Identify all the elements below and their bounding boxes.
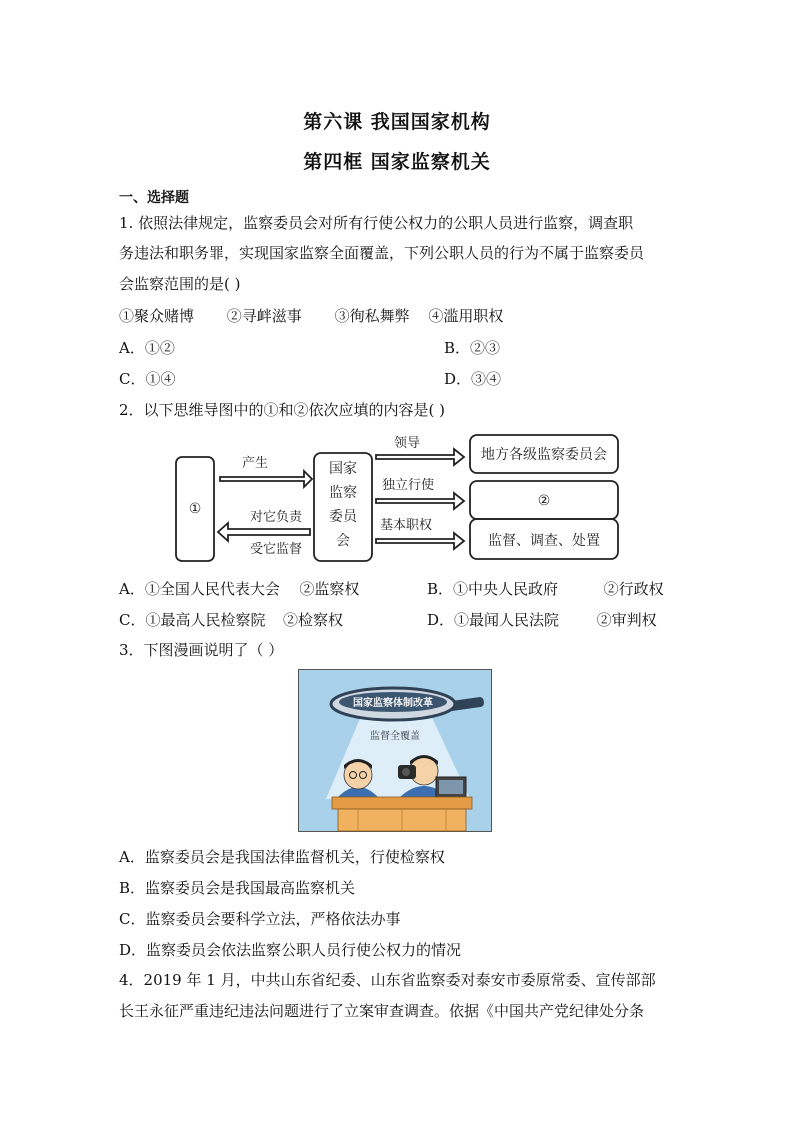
arrow-duty <box>376 517 464 549</box>
arrow-lead <box>376 435 464 465</box>
q2-option-c-part1: C．①最高人民检察院 <box>119 611 266 629</box>
center-label-3: 委员 <box>329 509 357 525</box>
q1-item-1: ①聚众赌博 <box>119 307 195 325</box>
q1-option-b[interactable]: B．②③ <box>444 339 501 357</box>
arrow-responsible-label: 对它负责 <box>250 510 303 525</box>
q2-option-b-part1: B．①中央人民政府 <box>427 580 559 598</box>
frame-title: 第四框 国家监察机关 <box>303 151 491 173</box>
section-heading: 一、选择题 <box>119 190 189 206</box>
desk <box>332 797 472 831</box>
lesson-title: 第六课 我国国家机构 <box>303 111 491 133</box>
mind-map-left-label: ① <box>188 501 202 517</box>
box-blank-label: ② <box>537 493 551 509</box>
center-label-2: 监察 <box>329 485 357 501</box>
arrow-lead-label: 领导 <box>394 436 421 451</box>
q4-stem-line-2: 长王永征严重违纪违法问题进行了立案审查调查。依据《中国共产党纪律处分条 <box>119 1002 645 1020</box>
q3-option-b[interactable]: B．监察委员会是我国最高监察机关 <box>119 879 356 897</box>
q1-option-c[interactable]: C．①④ <box>119 370 176 388</box>
arrow-produce <box>220 455 312 487</box>
q2-option-d-part1: D．①最闻人民法院 <box>427 611 560 629</box>
arrow-duty-label: 基本职权 <box>380 518 433 533</box>
center-label-4: 会 <box>336 533 350 549</box>
q2-option-b[interactable] <box>427 578 664 599</box>
arrow-produce-label: 产生 <box>242 456 269 471</box>
mind-map-left-box <box>176 457 214 561</box>
q1-item-2: ②寻衅滋事 <box>226 307 302 325</box>
mind-map-diagram <box>172 425 622 567</box>
q1-stem-line-1: 1. 依照法律规定，监察委员会对所有行使公权力的公职人员进行监察，调查职 <box>119 214 634 232</box>
q1-option-d[interactable]: D．③④ <box>444 370 502 388</box>
q1-items <box>119 305 503 326</box>
q2-option-a[interactable] <box>119 578 359 599</box>
q2-option-c[interactable] <box>119 609 343 630</box>
q2-option-b-part2: ②行政权 <box>603 580 664 598</box>
box-duties <box>470 519 618 559</box>
arrow-independent-label: 独立行使 <box>382 478 435 493</box>
box-blank-2 <box>470 481 618 519</box>
box-local-label: 地方各级监察委员会 <box>481 447 607 463</box>
q1-stem-line-2: 务违法和职务罪，实现国家监察全面覆盖，下列公职人员的行为不属于监察委员 <box>119 244 645 262</box>
q2-option-a-part2: ②监察权 <box>299 580 360 598</box>
cartoon-image <box>298 669 492 832</box>
q3-option-a[interactable]: A．监察委员会是我国法律监督机关，行使检察权 <box>119 848 445 866</box>
q2-stem: 2．以下思维导图中的①和②依次应填的内容是( ) <box>119 401 446 419</box>
q2-option-a-part1: A．①全国人民代表大会 <box>119 580 280 598</box>
q2-option-c-part2: ②检察权 <box>283 611 344 629</box>
arrow-supervised-label: 受它监督 <box>250 542 303 557</box>
box-local-committees <box>470 435 618 473</box>
q2-option-d[interactable] <box>427 609 657 630</box>
q1-option-a[interactable]: A．①② <box>119 339 175 357</box>
q1-item-3: ③徇私舞弊 <box>334 307 410 325</box>
q3-stem: 3．下图漫画说明了（ ） <box>119 641 284 659</box>
magnifier-text: 国家监察体制改革 <box>353 698 433 709</box>
q4-stem-line-1: 4．2019 年 1 月，中共山东省纪委、山东省监察委对泰安市委原常委、宣传部部 <box>119 971 656 989</box>
arrow-responsible <box>218 509 310 557</box>
arrow-independent <box>376 477 464 509</box>
q1-stem-line-3: 会监察范围的是( ) <box>119 275 241 293</box>
mind-map-center-box <box>314 453 372 561</box>
q3-option-d[interactable]: D．监察委员会依法监察公职人员行使公权力的情况 <box>119 941 462 959</box>
beam-text: 监督全覆盖 <box>370 731 420 742</box>
q2-option-d-part2: ②审判权 <box>596 611 657 629</box>
q3-option-c[interactable]: C．监察委员会要科学立法，严格依法办事 <box>119 910 401 928</box>
box-duties-label: 监督、调查、处置 <box>488 533 600 549</box>
monitor-icon <box>436 777 466 797</box>
q1-item-4: ④滥用职权 <box>428 307 504 325</box>
center-label-1: 国家 <box>329 461 357 477</box>
